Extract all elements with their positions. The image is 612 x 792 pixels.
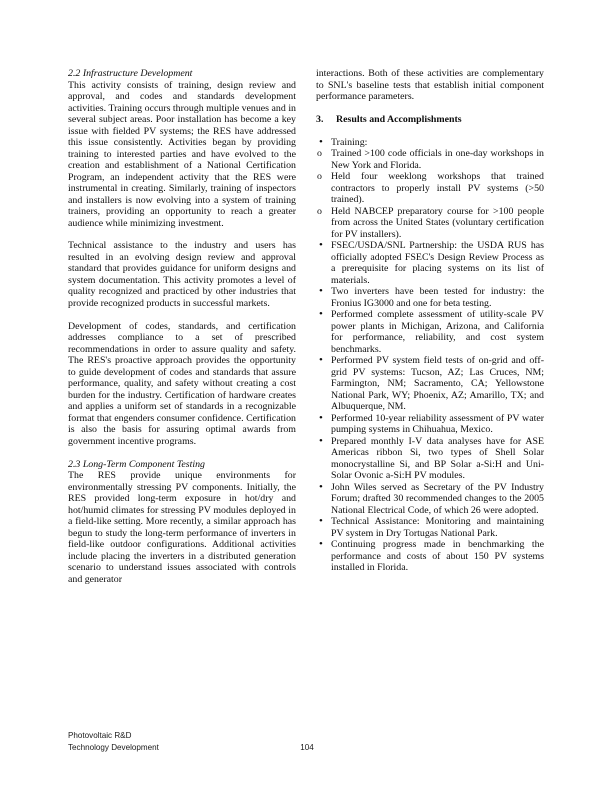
accomplishment-bullet bbox=[316, 355, 544, 413]
paragraph-2-2-3: Development of codes, standards, and certification addresses compliance to a set of prescribed recommendations in order to assure quality and safety. The RES's proactive approach provides the opportunity to guide development of codes and standards that assure performance, quality, and safety without creating a cost burden for the industry. Certification of hardware creates and applies a uniform set of standards in a recognizable format that engenders consumer confidence. Certification is also the basis for assuring optimal awards from government incentive programs. bbox=[68, 320, 296, 447]
bullet-text: Performed 10-year reliability assessment of PV water pumping systems in Chihuahua, Mexico. bbox=[331, 412, 544, 436]
accomplishment-bullet bbox=[316, 482, 544, 517]
left-column bbox=[68, 68, 296, 585]
accomplishment-subbullet bbox=[316, 171, 544, 206]
accomplishment-bullet bbox=[316, 240, 544, 286]
section-number-3: 3. bbox=[316, 113, 324, 125]
page-number: 104 bbox=[300, 742, 314, 752]
accomplishment-bullet bbox=[316, 516, 544, 539]
accomplishment-bullet bbox=[316, 286, 544, 309]
bullet-marker-icon: • bbox=[319, 354, 323, 367]
section-heading-3 bbox=[316, 114, 544, 126]
subbullet-text: Trained >100 code officials in one-day workshops in New York and Florida. bbox=[331, 148, 544, 171]
bullet-text: John Wiles served as Secretary of the PV Industry Forum; drafted 30 recommended changes to the 2005 National Electrical Code, of which 26 were adopted. bbox=[331, 481, 544, 516]
right-column bbox=[316, 68, 544, 574]
subbullet-text: Held NABCEP preparatory course for >100 people from across the United States (voluntary certification for PV installers). bbox=[331, 205, 544, 240]
two-column-body bbox=[68, 68, 546, 718]
bullet-text: Performed complete assessment of utility-scale PV power plants in Michigan, Arizona, and California for performance, reliability, and cost system benchmarks. bbox=[331, 309, 544, 355]
bullet-text: Two inverters have been tested for industry: the Fronius IG3000 and one for beta testing. bbox=[331, 286, 544, 309]
footer-line-2: Technology Development bbox=[68, 742, 159, 752]
accomplishment-bullet bbox=[316, 309, 544, 355]
page-footer bbox=[68, 730, 546, 753]
section-heading-2-3: 2.3 Long-Term Component Testing bbox=[68, 458, 205, 470]
accomplishment-subbullet bbox=[316, 148, 544, 171]
subbullet-marker-icon: o bbox=[317, 148, 322, 160]
bullet-text: Technical Assistance: Monitoring and maintaining PV system in Dry Tortugas National Park. bbox=[331, 516, 544, 539]
bullet-text: Continuing progress made in benchmarking the performance and costs of about 150 PV systems installed in Florida. bbox=[331, 539, 544, 574]
bullet-marker-icon: • bbox=[319, 239, 323, 252]
bullet-marker-icon: • bbox=[319, 411, 323, 424]
paragraph-2-2-1: This activity consists of training, design review and approval, and codes and standards development activities. Training occurs through multiple venues and in several subject areas. Poor installation has become a key issue with fielded PV systems; the RES have addressed this issue consistently. Activities began by providing training to interested parties and have evolved to the creation and establishment of a National Certification Program, an independent activity that the RES were instrumental in creating. Similarly, training of inspectors and installers is now evolving into a system of training trainers, providing an opportunity to reach a greater audience while minimizing investment. bbox=[68, 79, 296, 229]
section-heading-2-2: 2.2 Infrastructure Development bbox=[68, 68, 193, 79]
accomplishment-subbullet bbox=[316, 206, 544, 241]
subbullet-marker-icon: o bbox=[317, 171, 322, 183]
bullet-marker-icon: • bbox=[319, 515, 323, 528]
paragraph-continued: interactions. Both of these activities are complementary to SNL's baseline tests that establish initial component performance parameters. bbox=[316, 68, 544, 102]
bullet-text: FSEC/USDA/SNL Partnership: the USDA RUS has officially adopted FSEC's Design Review Process as a prerequisite for placing systems on its list of materials. bbox=[331, 240, 544, 286]
accomplishment-bullet bbox=[316, 436, 544, 482]
bullet-marker-icon: • bbox=[319, 308, 323, 321]
footer-line-1: Photovoltaic R&D bbox=[68, 731, 132, 740]
bullet-text: Prepared monthly I-V data analyses have for ASE Americas ribbon Si, two types of Shell Solar monocrystalline Si, and BP Solar a-Si:H and Uni-Solar Ovonic a-Si:H PV modules. bbox=[331, 435, 544, 482]
bullet-text: Training: bbox=[331, 136, 368, 148]
subbullet-marker-icon: o bbox=[317, 205, 322, 217]
training-sublist bbox=[316, 148, 544, 240]
paragraph-2-2-2: Technical assistance to the industry and users has resulted in an evolving design review and approval standard that provides guidance for uniform designs and system documentation. This activity promotes a level of quality recognized and practiced by other industries that provide recognized products in successful markets. bbox=[68, 240, 296, 309]
accomplishments-list bbox=[316, 137, 544, 574]
paragraph-2-3-1: The RES provide unique environments for environmentally stressing PV components. Initially, the RES provided long-term exposure in hot/dry and hot/humid climates for stressing PV modules deployed in a field-like setting. More recently, a similar approach has begun to study the long-term performance of inverters in field-like outdoor configurations. Additional activities include placing the inverters in a distributed generation scenario to understand issues associated with controls and generator bbox=[68, 470, 296, 585]
bullet-marker-icon: • bbox=[319, 285, 323, 298]
bullet-marker-icon: • bbox=[319, 480, 323, 493]
bullet-text: Performed PV system field tests of on-grid and off-grid PV systems: Tucson, AZ; Las Cruces, NM; Farmington, NM; Sacramento, CA; Yellowstone National Park, WY; Phoenix, AZ; Amarillo, TX; and Albuquerque, NM. bbox=[331, 355, 544, 413]
accomplishment-bullet bbox=[316, 413, 544, 436]
subbullet-text: Held four weeklong workshops that trained contractors to properly install PV systems (>50 trained). bbox=[331, 171, 544, 206]
section-title-3: Results and Accomplishments bbox=[336, 113, 462, 125]
bullet-marker-icon: • bbox=[319, 135, 323, 148]
bullet-marker-icon: • bbox=[319, 434, 323, 447]
accomplishment-bullet bbox=[316, 539, 544, 574]
bullet-marker-icon: • bbox=[319, 538, 323, 551]
accomplishment-bullet bbox=[316, 137, 544, 149]
